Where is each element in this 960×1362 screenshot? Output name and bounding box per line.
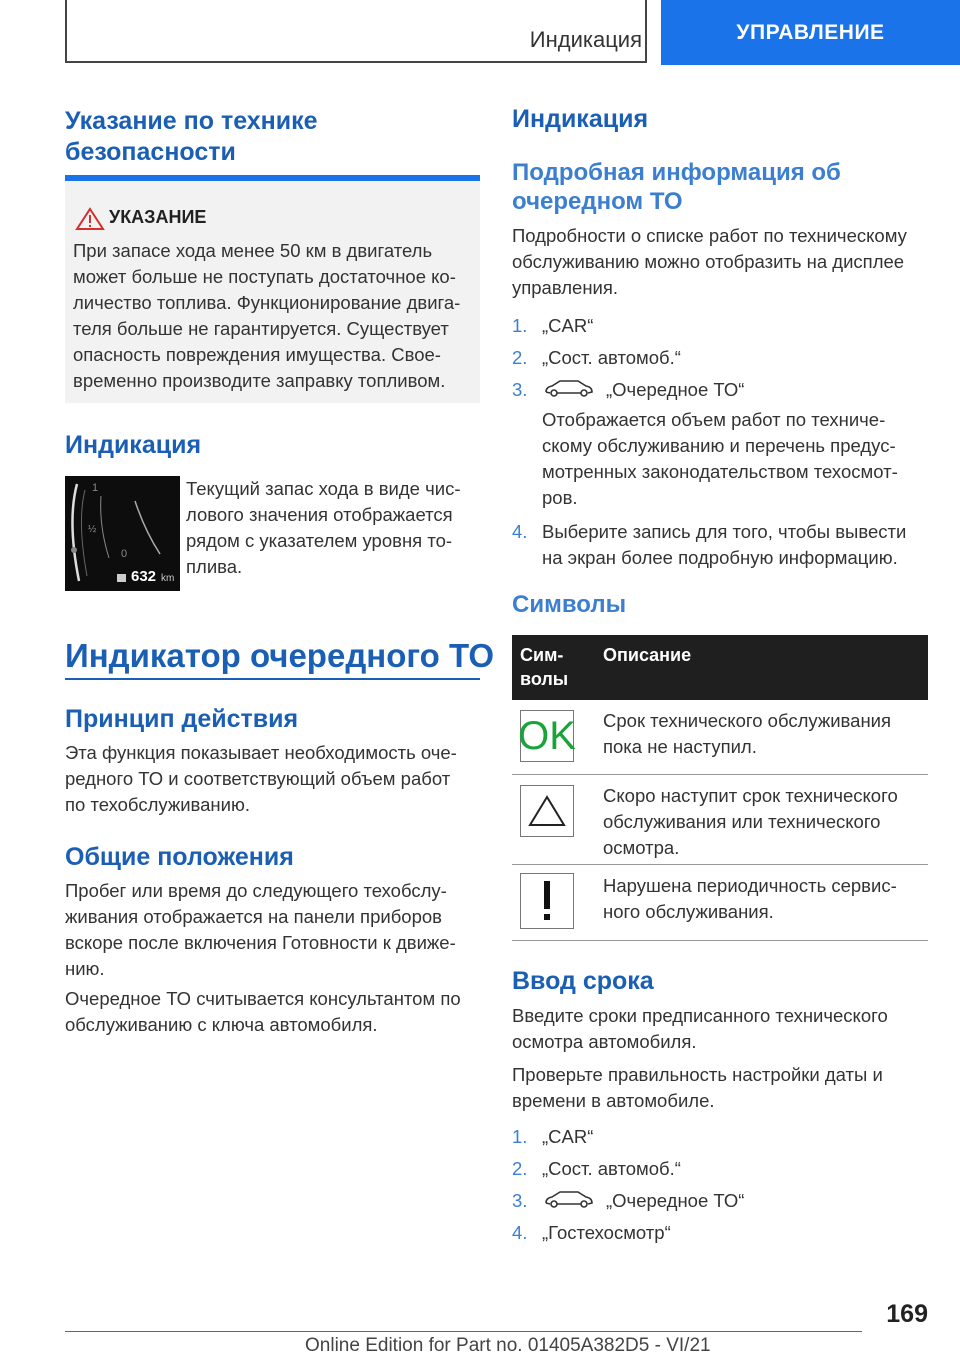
- step-text: „Очередное ТО“: [606, 379, 745, 400]
- warning-line: опасность повреждения имущества. Свое-: [73, 344, 441, 365]
- fuel-gauge-image: [65, 476, 180, 591]
- text-line: Текущий запас хода в виде чис-: [186, 478, 461, 499]
- general-text: [65, 878, 480, 982]
- date-text: [512, 1003, 932, 1055]
- indication-title-left: Индикация: [65, 431, 202, 459]
- warning-line: личество топлива. Функционирование двига-: [73, 292, 461, 313]
- general-text-2: [65, 986, 480, 1038]
- warning-triangle-icon: [75, 207, 105, 236]
- gauge-tick: 0: [121, 548, 128, 560]
- steps-list: [512, 313, 932, 571]
- list-item: [512, 1188, 932, 1220]
- table-cell-line: Скоро наступит срок технического: [603, 785, 898, 806]
- footer-rule: [65, 1331, 862, 1332]
- list-item: [512, 345, 932, 377]
- exclamation-icon: [520, 873, 574, 929]
- text-line: лового значения отображается: [186, 504, 453, 525]
- text-line: осмотра автомобиля.: [512, 1031, 697, 1052]
- table-row-divider: [512, 864, 928, 865]
- text-line: Отображается объем работ по техниче-: [542, 409, 886, 430]
- step-number: 1.: [512, 315, 528, 336]
- list-item: [512, 519, 932, 545]
- table-row: [603, 708, 928, 760]
- step-number: 1.: [512, 1126, 528, 1147]
- step-number: 3.: [512, 1190, 528, 1211]
- text-line: рядом с указателем уровня то-: [186, 530, 453, 551]
- text-line: Проверьте правильность настройки даты и: [512, 1064, 883, 1085]
- footer-edition: Online Edition for Part no. 01405A382D5 - VI/21: [305, 1335, 711, 1356]
- table-cell-line: пока не наступил.: [603, 736, 757, 757]
- step-text: Выберите запись для того, чтобы вывести: [542, 521, 907, 542]
- car-icon: [542, 378, 596, 405]
- text-line: живания отображается на панели приборов: [65, 906, 442, 927]
- text-line: нию.: [65, 958, 105, 979]
- text-line: обслуживанию можно отобразить на дисплее: [512, 251, 905, 272]
- title-rule: [65, 678, 480, 680]
- table-header-symbols: [520, 643, 568, 691]
- step-description: [512, 407, 932, 511]
- step-number: 3.: [512, 379, 528, 400]
- header-tab[interactable]: УПРАВЛЕНИЕ: [661, 0, 960, 65]
- step-text: „CAR“: [542, 1126, 594, 1147]
- safety-title-line: Указание по технике: [65, 107, 318, 135]
- general-title: Общие положения: [65, 843, 294, 871]
- service-indicator-title: Индикатор очередного ТО: [65, 637, 494, 674]
- principle-text: [65, 740, 480, 818]
- steps-list-2: [512, 1124, 932, 1252]
- step-text: „CAR“: [542, 315, 594, 336]
- text-line: по техобслуживанию.: [65, 794, 250, 815]
- indication-text-left: [186, 476, 481, 580]
- list-item: [512, 1220, 932, 1252]
- table-cell-line: обслуживания или технического: [603, 811, 881, 832]
- table-header-description: Описание: [603, 645, 692, 665]
- step-text: „Гостехосмотр“: [542, 1222, 671, 1243]
- text-line: Подробности о списке работ по техническому: [512, 225, 907, 246]
- text-line: редного ТО и соответствующий объем работ: [65, 768, 451, 789]
- gauge-tick: ½: [88, 524, 97, 535]
- table-row: [603, 873, 928, 925]
- warning-line: временно производите заправку топливом.: [73, 370, 446, 391]
- car-icon: [542, 1189, 596, 1216]
- table-cell-line: ного обслуживания.: [603, 901, 774, 922]
- step-number: 2.: [512, 347, 528, 368]
- text-line: времени в автомобиле.: [512, 1090, 715, 1111]
- header-section-title: Индикация: [529, 27, 642, 52]
- table-header: [512, 635, 928, 700]
- warning-title: УКАЗАНИЕ: [109, 207, 207, 227]
- text-line: Очередное ТО считывается консультантом по: [65, 988, 461, 1009]
- step-text: на экран более подробную информацию.: [542, 547, 898, 568]
- list-item: [512, 313, 932, 345]
- warning-line: может больше не поступать достаточное ко-: [73, 266, 456, 287]
- table-row-divider: [512, 940, 928, 941]
- gauge-tick: 1: [92, 482, 99, 494]
- warning-line: При запасе хода менее 50 км в двигатель: [73, 240, 433, 261]
- step-number: 4.: [512, 1222, 528, 1243]
- list-item: [512, 1156, 932, 1188]
- page-number: 169: [886, 1300, 928, 1328]
- list-item: [512, 1124, 932, 1156]
- safety-title: [65, 106, 318, 168]
- list-item: [512, 377, 932, 407]
- text-line: управления.: [512, 277, 619, 298]
- detail-title-line: очередном ТО: [512, 188, 683, 215]
- table-row-divider: [512, 774, 928, 775]
- warning-line: теля больше не гарантируется. Существует: [73, 318, 449, 339]
- date-text-2: [512, 1062, 932, 1114]
- step-number: 2.: [512, 1158, 528, 1179]
- text-line: обслуживанию с ключа автомобиля.: [65, 1014, 378, 1035]
- detail-title-line: Подробная информация об: [512, 159, 841, 186]
- gauge-range-value: 632: [131, 568, 157, 585]
- text-line: Пробег или время до следующего техобслу-: [65, 880, 447, 901]
- header-line: волы: [520, 669, 569, 689]
- step-text: „Очередное ТО“: [606, 1190, 745, 1211]
- step-text: „Сост. автомоб.“: [542, 1158, 681, 1179]
- text-line: Введите сроки предписанного технического: [512, 1005, 888, 1026]
- ok-symbol: [520, 710, 574, 762]
- table-cell-line: Срок технического обслуживания: [603, 710, 892, 731]
- text-line: вскоре после включения Готовности к движе-: [65, 932, 456, 953]
- symbols-title: Символы: [512, 591, 627, 618]
- table-cell-line: Нарушена периодичность сервис-: [603, 875, 897, 896]
- date-entry-title: Ввод срока: [512, 967, 654, 995]
- detail-text: [512, 223, 932, 301]
- step-text: „Сост. автомоб.“: [542, 347, 681, 368]
- warning-box: [65, 175, 480, 403]
- text-line: мотренных законодательством техосмот-: [542, 461, 898, 482]
- table-cell-line: осмотра.: [603, 837, 680, 858]
- ok-symbol-text: OK: [518, 714, 576, 758]
- table-row: [603, 783, 928, 861]
- text-line: ров.: [542, 487, 578, 508]
- header-line: Сим-: [520, 645, 564, 665]
- safety-title-line: безопасности: [65, 138, 236, 166]
- text-line: Эта функция показывает необходимость оче-: [65, 742, 457, 763]
- triangle-icon: [520, 785, 574, 837]
- detail-title: [512, 158, 841, 216]
- text-line: плива.: [186, 556, 243, 577]
- principle-title: Принцип действия: [65, 705, 299, 733]
- step-number: 4.: [512, 521, 528, 542]
- indication-title-right: Индикация: [512, 105, 649, 133]
- text-line: скому обслуживанию и перечень предус-: [542, 435, 896, 456]
- warning-text: [73, 238, 478, 394]
- gauge-range-unit: km: [161, 573, 175, 584]
